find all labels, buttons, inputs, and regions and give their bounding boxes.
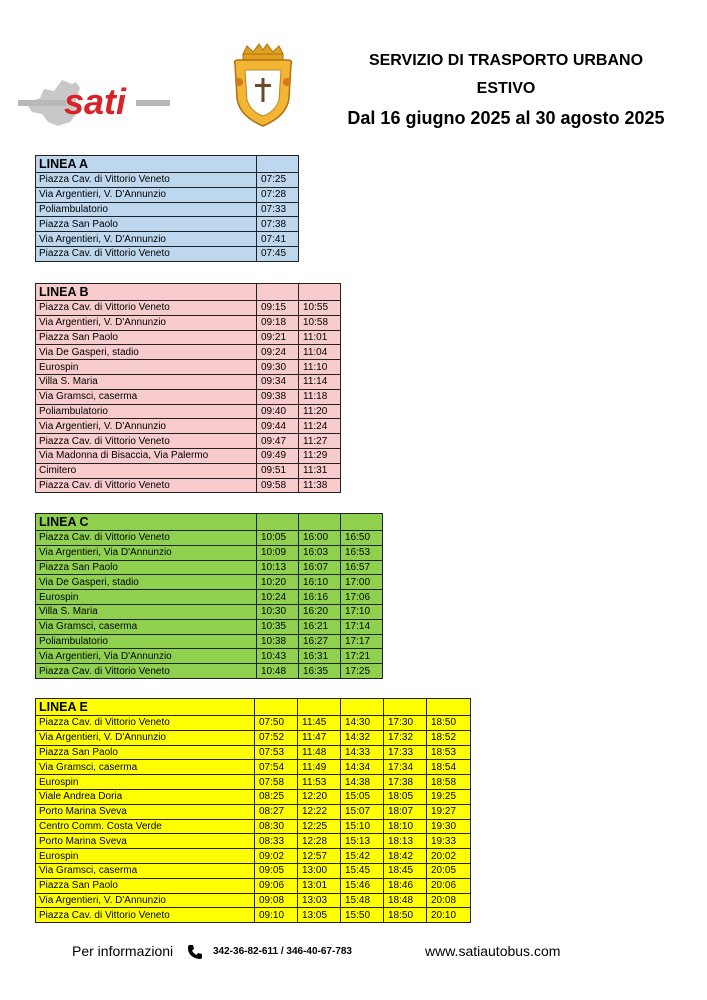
stop-name: Via De Gasperi, stadio (36, 575, 257, 590)
departure-time: 11:53 (298, 775, 341, 790)
line-title: LINEA A (36, 156, 257, 173)
departure-time: 16:35 (299, 664, 341, 679)
table-row (36, 775, 471, 790)
stop-name: Via Gramsci, caserma (36, 389, 257, 404)
stop-name: Via Gramsci, caserma (36, 863, 255, 878)
departure-time: 17:38 (384, 775, 427, 790)
table-row (36, 301, 341, 316)
departure-time: 19:25 (427, 789, 471, 804)
departure-time: 07:28 (257, 187, 299, 202)
departure-time: 20:05 (427, 863, 471, 878)
stop-name: Via Argentieri, V. D'Annunzio (36, 893, 255, 908)
departure-time: 11:24 (299, 419, 341, 434)
table-row (36, 789, 471, 804)
stop-name: Via Argentieri, Via D'Annunzio (36, 649, 257, 664)
departure-time: 09:49 (257, 448, 299, 463)
table-row (36, 760, 471, 775)
line-title: LINEA C (36, 514, 257, 531)
stop-name: Piazza Cav. di Vittorio Veneto (36, 434, 257, 449)
stop-name: Poliambulatorio (36, 634, 257, 649)
departure-time: 09:38 (257, 389, 299, 404)
departure-time: 13:01 (298, 878, 341, 893)
departure-time: 16:16 (299, 590, 341, 605)
stop-name: Via De Gasperi, stadio (36, 345, 257, 360)
table-row (36, 893, 471, 908)
table-row (36, 863, 471, 878)
departure-time: 16:31 (299, 649, 341, 664)
departure-time: 14:34 (341, 760, 384, 775)
departure-time: 09:18 (257, 315, 299, 330)
departure-time: 11:10 (299, 360, 341, 375)
page-title (320, 50, 692, 130)
table-row (36, 878, 471, 893)
departure-time: 09:40 (257, 404, 299, 419)
table-row (36, 419, 341, 434)
departure-time: 19:30 (427, 819, 471, 834)
stop-name: Via Argentieri, Via D'Annunzio (36, 545, 257, 560)
header-empty-cell (257, 514, 299, 531)
table-header-row (36, 156, 299, 173)
departure-time: 17:06 (341, 590, 383, 605)
departure-time: 15:45 (341, 863, 384, 878)
stop-name: Poliambulatorio (36, 404, 257, 419)
departure-time: 09:58 (257, 478, 299, 493)
table-row (36, 448, 341, 463)
stop-name: Piazza San Paolo (36, 217, 257, 232)
departure-time: 14:33 (341, 745, 384, 760)
table-row (36, 330, 341, 345)
departure-time: 09:05 (255, 863, 298, 878)
header-empty-cell (384, 699, 427, 716)
phone-numbers: 342-36-82-611 / 346-40-67-783 (213, 946, 352, 957)
table-row (36, 217, 299, 232)
departure-time: 11:31 (299, 463, 341, 478)
stop-name: Piazza San Paolo (36, 560, 257, 575)
stop-name: Poliambulatorio (36, 202, 257, 217)
departure-time: 20:08 (427, 893, 471, 908)
departure-time: 15:50 (341, 908, 384, 923)
linea-b-table (35, 283, 341, 493)
table-row (36, 908, 471, 923)
departure-time: 11:49 (298, 760, 341, 775)
table-row (36, 374, 341, 389)
departure-time: 18:07 (384, 804, 427, 819)
stop-name: Eurospin (36, 590, 257, 605)
header-empty-cell (255, 699, 298, 716)
departure-time: 10:38 (257, 634, 299, 649)
departure-time: 16:07 (299, 560, 341, 575)
header-empty-cell (299, 284, 341, 301)
departure-time: 08:33 (255, 834, 298, 849)
departure-time: 11:04 (299, 345, 341, 360)
header-empty-cell (427, 699, 471, 716)
departure-time: 07:38 (257, 217, 299, 232)
stop-name: Centro Comm. Costa Verde (36, 819, 255, 834)
departure-time: 11:47 (298, 730, 341, 745)
stop-name: Piazza Cav. di Vittorio Veneto (36, 301, 257, 316)
departure-time: 15:42 (341, 849, 384, 864)
departure-time: 10:58 (299, 315, 341, 330)
departure-time: 09:47 (257, 434, 299, 449)
stop-name: Piazza Cav. di Vittorio Veneto (36, 664, 257, 679)
departure-time: 19:33 (427, 834, 471, 849)
departure-time: 18:52 (427, 730, 471, 745)
departure-time: 12:57 (298, 849, 341, 864)
header-empty-cell (341, 699, 384, 716)
stop-name: Via Argentieri, V. D'Annunzio (36, 419, 257, 434)
header-empty-cell (341, 514, 383, 531)
stop-name: Cimitero (36, 463, 257, 478)
departure-time: 08:30 (255, 819, 298, 834)
header-empty-cell (298, 699, 341, 716)
departure-time: 17:00 (341, 575, 383, 590)
departure-time: 11:14 (299, 374, 341, 389)
stop-name: Villa S. Maria (36, 374, 257, 389)
stop-name: Porto Marina Sveva (36, 834, 255, 849)
departure-time: 11:29 (299, 448, 341, 463)
departure-time: 12:22 (298, 804, 341, 819)
departure-time: 20:06 (427, 878, 471, 893)
departure-time: 13:05 (298, 908, 341, 923)
departure-time: 16:20 (299, 604, 341, 619)
departure-time: 09:08 (255, 893, 298, 908)
table-row (36, 389, 341, 404)
departure-time: 14:32 (341, 730, 384, 745)
departure-time: 18:50 (384, 908, 427, 923)
sati-logo (18, 70, 170, 132)
departure-time: 10:48 (257, 664, 299, 679)
departure-time: 15:48 (341, 893, 384, 908)
stop-name: Eurospin (36, 849, 255, 864)
stop-name: Piazza Cav. di Vittorio Veneto (36, 908, 255, 923)
website-link[interactable]: www.satiautobus.com (425, 943, 561, 959)
table-row (36, 232, 299, 247)
departure-time: 11:18 (299, 389, 341, 404)
table-row (36, 360, 341, 375)
municipal-crest-icon (229, 42, 297, 130)
departure-time: 11:38 (299, 478, 341, 493)
table-row (36, 434, 341, 449)
stop-name: Porto Marina Sveva (36, 804, 255, 819)
stop-name: Via Argentieri, V. D'Annunzio (36, 730, 255, 745)
table-row (36, 560, 383, 575)
departure-time: 09:44 (257, 419, 299, 434)
departure-time: 17:21 (341, 649, 383, 664)
table-row (36, 202, 299, 217)
table-header-row (36, 699, 471, 716)
departure-time: 09:10 (255, 908, 298, 923)
table-row (36, 819, 471, 834)
departure-time: 09:34 (257, 374, 299, 389)
sati-logo-text: sati (64, 81, 127, 122)
departure-time: 10:05 (257, 531, 299, 546)
table-row (36, 187, 299, 202)
table-row (36, 834, 471, 849)
departure-time: 16:27 (299, 634, 341, 649)
departure-time: 16:57 (341, 560, 383, 575)
departure-time: 16:10 (299, 575, 341, 590)
departure-time: 07:25 (257, 173, 299, 188)
departure-time: 17:14 (341, 619, 383, 634)
departure-time: 14:30 (341, 716, 384, 731)
departure-time: 17:25 (341, 664, 383, 679)
table-row (36, 246, 299, 261)
departure-time: 13:03 (298, 893, 341, 908)
departure-time: 09:24 (257, 345, 299, 360)
departure-time: 18:10 (384, 819, 427, 834)
table-row (36, 590, 383, 605)
stop-name: Via Gramsci, caserma (36, 760, 255, 775)
table-row (36, 649, 383, 664)
departure-time: 11:48 (298, 745, 341, 760)
table-row (36, 730, 471, 745)
departure-time: 07:52 (255, 730, 298, 745)
departure-time: 09:21 (257, 330, 299, 345)
departure-time: 16:53 (341, 545, 383, 560)
departure-time: 18:42 (384, 849, 427, 864)
stop-name: Villa S. Maria (36, 604, 257, 619)
stop-name: Via Argentieri, V. D'Annunzio (36, 232, 257, 247)
departure-time: 16:21 (299, 619, 341, 634)
departure-time: 14:38 (341, 775, 384, 790)
departure-time: 16:03 (299, 545, 341, 560)
footer (72, 943, 592, 963)
table-row (36, 716, 471, 731)
table-row (36, 634, 383, 649)
departure-time: 15:13 (341, 834, 384, 849)
departure-time: 18:05 (384, 789, 427, 804)
departure-time: 12:25 (298, 819, 341, 834)
stop-name: Piazza Cav. di Vittorio Veneto (36, 716, 255, 731)
departure-time: 07:54 (255, 760, 298, 775)
title-line1: SERVIZIO DI TRASPORTO URBANO (368, 52, 644, 69)
table-row (36, 478, 341, 493)
stop-name: Piazza Cav. di Vittorio Veneto (36, 246, 257, 261)
departure-time: 10:13 (257, 560, 299, 575)
departure-time: 09:51 (257, 463, 299, 478)
departure-time: 15:46 (341, 878, 384, 893)
service-period: Dal 16 giugno 2025 al 30 agosto 2025 (347, 108, 665, 128)
departure-time: 20:02 (427, 849, 471, 864)
departure-time: 18:48 (384, 893, 427, 908)
table-row (36, 315, 341, 330)
departure-time: 11:20 (299, 404, 341, 419)
table-row (36, 531, 383, 546)
header-empty-cell (299, 514, 341, 531)
departure-time: 07:33 (257, 202, 299, 217)
departure-time: 10:09 (257, 545, 299, 560)
departure-time: 10:35 (257, 619, 299, 634)
phone-icon (187, 944, 203, 960)
header-empty-cell (257, 156, 299, 173)
stop-name: Via Argentieri, V. D'Annunzio (36, 315, 257, 330)
departure-time: 08:25 (255, 789, 298, 804)
stop-name: Via Argentieri, V. D'Annunzio (36, 187, 257, 202)
departure-time: 09:06 (255, 878, 298, 893)
departure-time: 19:27 (427, 804, 471, 819)
table-row (36, 173, 299, 188)
stop-name: Piazza San Paolo (36, 878, 255, 893)
departure-time: 10:43 (257, 649, 299, 664)
departure-time: 08:27 (255, 804, 298, 819)
departure-time: 18:13 (384, 834, 427, 849)
title-line2: ESTIVO (476, 80, 536, 97)
table-row (36, 404, 341, 419)
departure-time: 11:01 (299, 330, 341, 345)
stop-name: Piazza Cav. di Vittorio Veneto (36, 478, 257, 493)
table-row (36, 619, 383, 634)
departure-time: 15:05 (341, 789, 384, 804)
table-row (36, 345, 341, 360)
departure-time: 16:50 (341, 531, 383, 546)
departure-time: 17:32 (384, 730, 427, 745)
header-empty-cell (257, 284, 299, 301)
departure-time: 12:20 (298, 789, 341, 804)
departure-time: 10:24 (257, 590, 299, 605)
table-header-row (36, 514, 383, 531)
departure-time: 09:02 (255, 849, 298, 864)
table-row (36, 575, 383, 590)
departure-time: 11:27 (299, 434, 341, 449)
info-label: Per informazioni (72, 943, 174, 959)
departure-time: 18:46 (384, 878, 427, 893)
table-row (36, 664, 383, 679)
departure-time: 18:54 (427, 760, 471, 775)
departure-time: 13:00 (298, 863, 341, 878)
stop-name: Piazza San Paolo (36, 745, 255, 760)
stop-name: Viale Andrea Doria (36, 789, 255, 804)
departure-time: 07:58 (255, 775, 298, 790)
stop-name: Piazza Cav. di Vittorio Veneto (36, 173, 257, 188)
stop-name: Eurospin (36, 360, 257, 375)
departure-time: 12:28 (298, 834, 341, 849)
departure-time: 10:55 (299, 301, 341, 316)
stop-name: Piazza Cav. di Vittorio Veneto (36, 531, 257, 546)
departure-time: 17:17 (341, 634, 383, 649)
departure-time: 18:45 (384, 863, 427, 878)
departure-time: 10:30 (257, 604, 299, 619)
table-row (36, 545, 383, 560)
departure-time: 09:15 (257, 301, 299, 316)
departure-time: 18:58 (427, 775, 471, 790)
linea-c-table (35, 513, 383, 679)
departure-time: 18:53 (427, 745, 471, 760)
departure-time: 15:10 (341, 819, 384, 834)
table-row (36, 745, 471, 760)
departure-time: 20:10 (427, 908, 471, 923)
table-row (36, 849, 471, 864)
departure-time: 07:53 (255, 745, 298, 760)
table-row (36, 463, 341, 478)
departure-time: 11:45 (298, 716, 341, 731)
line-title: LINEA B (36, 284, 257, 301)
departure-time: 15:07 (341, 804, 384, 819)
linea-a-table (35, 155, 299, 262)
departure-time: 18:50 (427, 716, 471, 731)
departure-time: 16:00 (299, 531, 341, 546)
table-row (36, 804, 471, 819)
departure-time: 07:50 (255, 716, 298, 731)
departure-time: 09:30 (257, 360, 299, 375)
departure-time: 17:30 (384, 716, 427, 731)
stop-name: Piazza San Paolo (36, 330, 257, 345)
table-header-row (36, 284, 341, 301)
stop-name: Eurospin (36, 775, 255, 790)
departure-time: 10:20 (257, 575, 299, 590)
departure-time: 07:45 (257, 246, 299, 261)
line-title: LINEA E (36, 699, 255, 716)
table-row (36, 604, 383, 619)
linea-e-table (35, 698, 471, 923)
stop-name: Via Madonna di Bisaccia, Via Palermo (36, 448, 257, 463)
departure-time: 07:41 (257, 232, 299, 247)
departure-time: 17:33 (384, 745, 427, 760)
stop-name: Via Gramsci, caserma (36, 619, 257, 634)
departure-time: 17:10 (341, 604, 383, 619)
departure-time: 17:34 (384, 760, 427, 775)
